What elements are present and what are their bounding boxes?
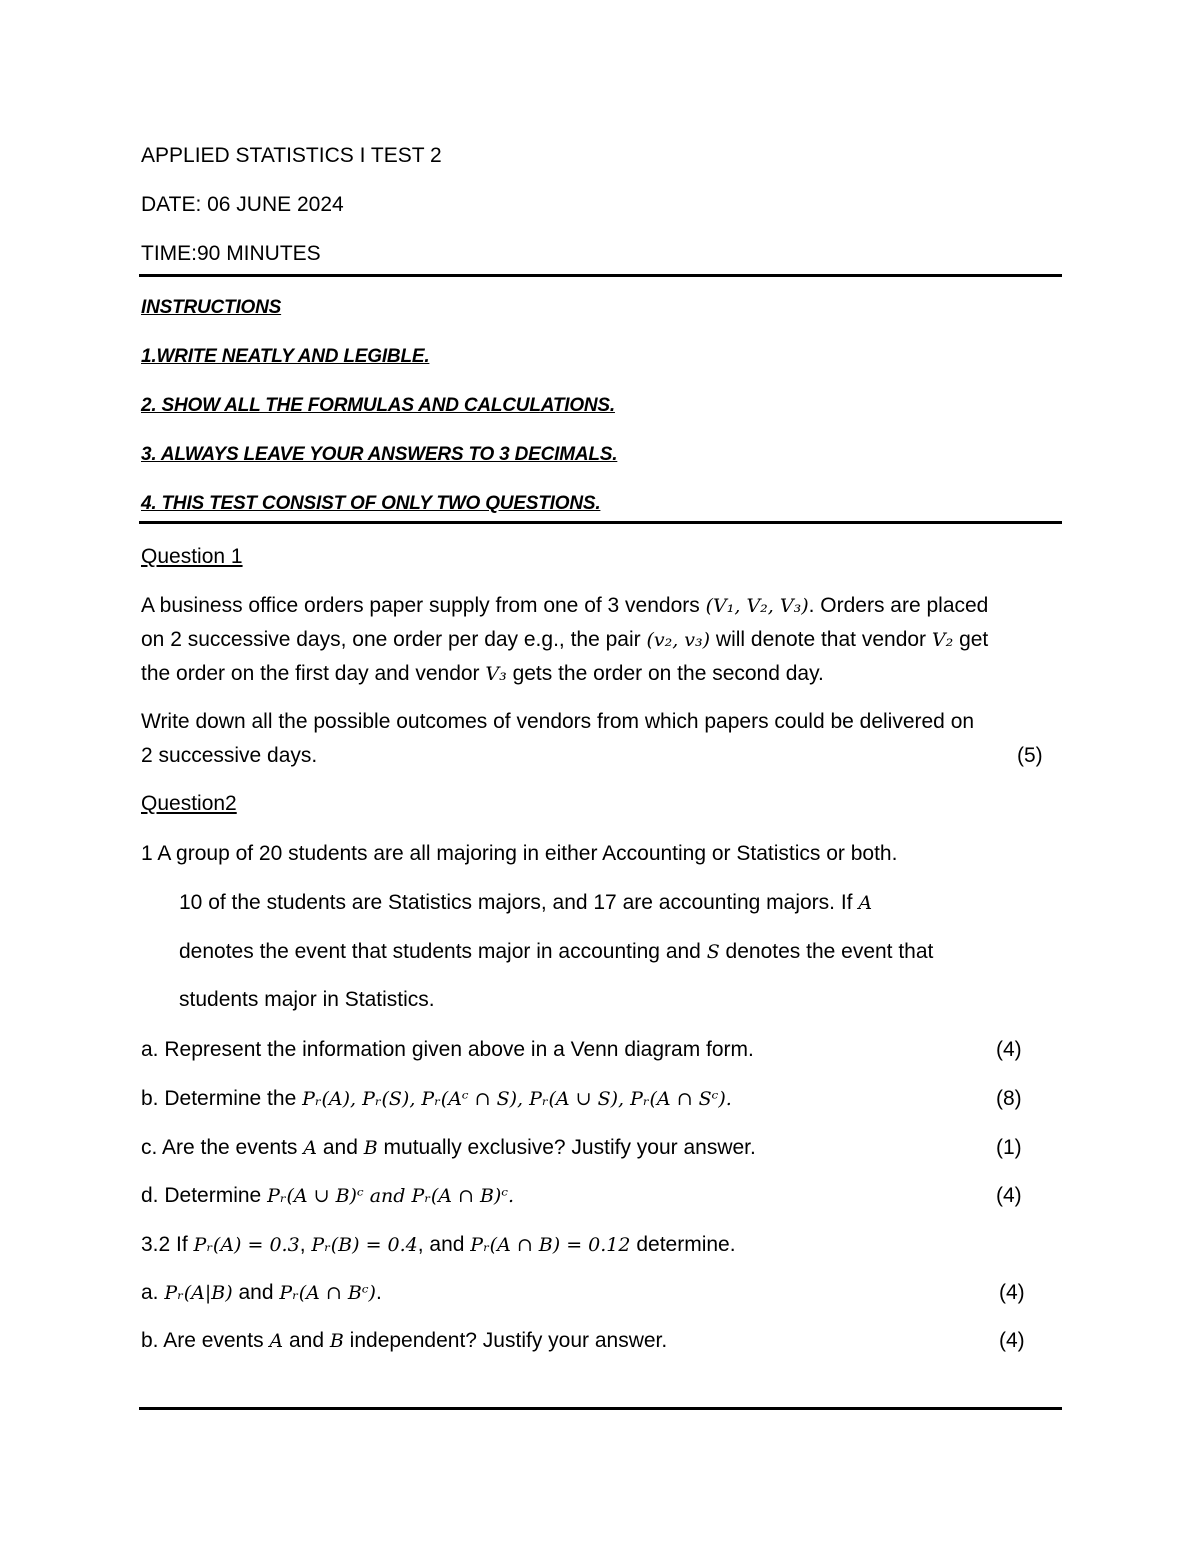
q2-text: denotes the event that students major in accounting and [179, 940, 707, 963]
instructions-heading: INSTRUCTIONS [141, 297, 282, 318]
q2c-text: mutually exclusive? Justify your answer. [377, 1136, 756, 1159]
question-1-line-1 [141, 592, 988, 620]
q32-text: , and [417, 1233, 471, 1256]
q32-math: Pᵣ(A ∩ B) = 0.12 [470, 1234, 631, 1256]
q32a-math: Pᵣ(A|B) [164, 1282, 233, 1304]
q2c-math: B [363, 1137, 378, 1159]
q1-text: will denote that vendor [710, 628, 932, 651]
question-2-intro: 1 A group of 20 students are all majoring in either Accounting or Statistics or both. [141, 842, 898, 865]
q1-text: gets the order on the second day. [506, 662, 824, 685]
question-2d [141, 1182, 514, 1210]
question-1-marks: (5) [1017, 744, 1043, 767]
q1-text: get [953, 628, 989, 651]
question-3-2b [141, 1327, 667, 1355]
question-2b [141, 1085, 732, 1113]
q32-text: 3.2 If [141, 1233, 194, 1256]
question-2d-marks: (4) [996, 1184, 1022, 1207]
question-1-line-2 [141, 626, 988, 654]
q1-pair-math: (v₂, v₃) [646, 629, 711, 651]
question-1-line-4: Write down all the possible outcomes of vendors from which papers could be delivered on [141, 710, 975, 733]
q2d-text: d. Determine [141, 1184, 268, 1207]
question-3-2b-marks: (4) [999, 1329, 1025, 1352]
question-2c-marks: (1) [996, 1136, 1022, 1159]
q32b-text: and [283, 1329, 330, 1352]
q2c-text: c. Are the events [141, 1136, 304, 1159]
q1-text: on 2 successive days, one order per day e.g., the pair [141, 628, 647, 651]
q32b-math: B [329, 1330, 344, 1352]
q2-text: 10 of the students are Statistics majors, and 17 are accounting majors. If [179, 891, 859, 914]
question-2c [141, 1134, 756, 1162]
test-date: DATE: 06 JUNE 2024 [141, 193, 344, 216]
q32a-text: a. [141, 1281, 165, 1304]
q32a-text: . [375, 1281, 382, 1304]
q2c-math: A [303, 1137, 317, 1159]
q32b-math: A [269, 1330, 284, 1352]
instruction-item-2: 2. SHOW ALL THE FORMULAS AND CALCULATIONS. [141, 395, 615, 416]
question-3-2 [141, 1231, 736, 1259]
question-1-title: Question 1 [141, 545, 243, 568]
q2c-text: and [317, 1136, 364, 1159]
test-title: APPLIED STATISTICS I TEST 2 [141, 144, 442, 167]
question-2-para-1 [179, 889, 872, 917]
q2-event-s-math: S [706, 941, 720, 963]
test-time: TIME:90 MINUTES [141, 242, 321, 265]
header-divider [139, 274, 1062, 277]
instruction-item-3: 3. ALWAYS LEAVE YOUR ANSWERS TO 3 DECIMALS. [141, 444, 618, 465]
question-1-line-5: 2 successive days. [141, 744, 318, 767]
instruction-item-4: 4. THIS TEST CONSIST OF ONLY TWO QUESTIONS. [141, 493, 601, 514]
q32a-math: Pᵣ(A ∩ Bᶜ) [279, 1282, 376, 1304]
q32b-text: independent? Justify your answer. [343, 1329, 668, 1352]
q32-math: Pᵣ(B) = 0.4 [311, 1234, 418, 1256]
q1-vendors-math: (V₁, V₂, V₃) [705, 595, 809, 617]
question-2a: a. Represent the information given above in a Venn diagram form. [141, 1038, 754, 1061]
q2-text: denotes the event that [719, 940, 934, 963]
q32-text: determine. [630, 1233, 736, 1256]
q32b-text: b. Are events [141, 1329, 270, 1352]
q1-text: A business office orders paper supply from one of 3 vendors [141, 594, 706, 617]
q32-math: Pᵣ(A) = 0.3 [193, 1234, 300, 1256]
instruction-item-1: 1.WRITE NEATLY AND LEGIBLE. [141, 346, 430, 367]
question-2-title: Question2 [141, 792, 237, 815]
q2b-text: b. Determine the [141, 1087, 303, 1110]
footer-divider [139, 1407, 1062, 1410]
question-2b-marks: (8) [996, 1087, 1022, 1110]
q1-text: . Orders are placed [808, 594, 989, 617]
q1-vendor-math: V₃ [485, 663, 507, 685]
question-3-2a [141, 1279, 382, 1307]
q1-text: the order on the first day and vendor [141, 662, 486, 685]
question-3-2a-marks: (4) [999, 1281, 1025, 1304]
q32-text: , [299, 1233, 312, 1256]
question-1-line-3 [141, 660, 824, 688]
q2b-math: Pᵣ(A), Pᵣ(S), Pᵣ(Aᶜ ∩ S), Pᵣ(A ∪ S), Pᵣ(A ∩ Sᶜ). [302, 1088, 732, 1110]
q32a-text: and [232, 1281, 280, 1304]
instructions-divider [139, 521, 1062, 524]
q2d-math: Pᵣ(A ∪ B)ᶜ and Pᵣ(A ∩ B)ᶜ. [267, 1185, 515, 1207]
q2-event-a-math: A [858, 892, 873, 914]
q1-vendor-math: V₂ [931, 629, 954, 651]
question-2-para-2 [179, 938, 933, 966]
question-2a-marks: (4) [996, 1038, 1022, 1061]
question-2-para-3: students major in Statistics. [179, 988, 435, 1011]
